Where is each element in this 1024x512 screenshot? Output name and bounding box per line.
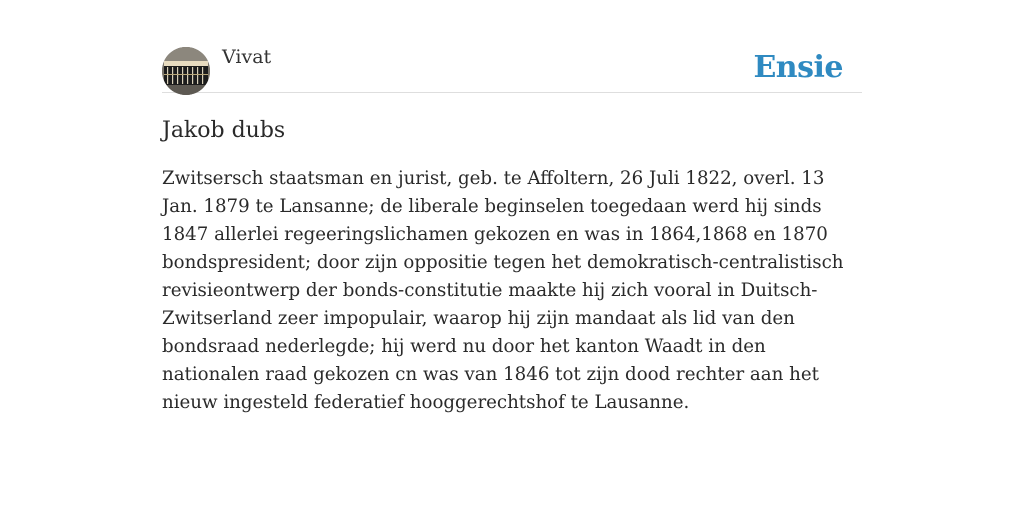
brand-logo[interactable]: Ensie	[753, 50, 843, 85]
source-avatar[interactable]	[162, 47, 210, 95]
article-card	[162, 0, 862, 417]
article-title: Jakob dubs	[162, 118, 286, 143]
article-body: Zwitsersch staatsman en jurist, geb. te Affoltern, 26 Juli 1822, overl. 13 Jan. 1879 te Lansanne; de liberale beginselen toegedaan werd hij sinds 1847 allerlei regeeringslichamen gekozen en was in 1864,1868 en 1870 bondspresident; door zijn oppositie tegen het demokratisch-centralistisch revisieontwerp der bonds-constitutie maakte hij zich vooral in Duitsch-Zwitserland zeer impopulair, waarop hij zijn mandaat als lid van den bondsraad nederlegde; hij werd nu door het kanton Waadt in den nationalen raad gekozen cn was van 1846 tot zijn dood rechter aan het nieuw ingesteld federatief hooggerechtshof te Lausanne.	[162, 168, 844, 413]
book-spines-icon	[162, 47, 210, 95]
source-name[interactable]: Vivat	[222, 46, 272, 68]
article-header	[162, 0, 862, 93]
